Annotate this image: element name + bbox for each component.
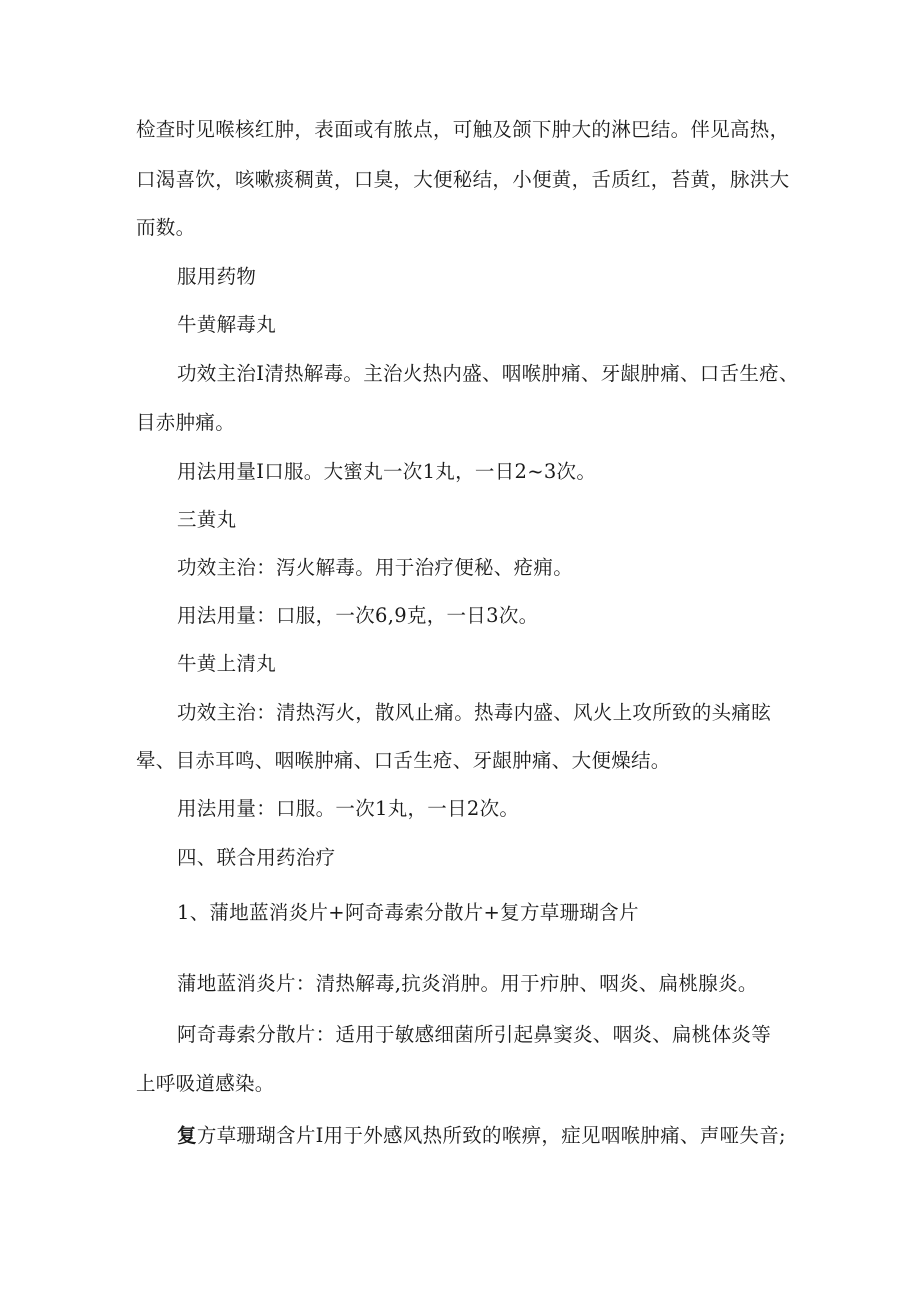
section-heading: 四、联合用药治疗 [177,846,336,869]
paragraph-line: 口渴喜饮，咳嗽痰稠黄，口臭，大便秘结，小便黄，舌质红，苔黄，脉洪大 [136,168,790,191]
paragraph-line: 功效主治I清热解毒。主治火热内盛、咽喉肿痛、牙龈肿痛、口舌生疮、 [177,362,799,385]
paragraph-line: 而数。 [136,216,196,239]
paragraph-line: 目赤肿痛。 [136,411,236,434]
paragraph-line: 用法用量：口服，一次6,9克，一日3次。 [177,604,539,627]
paragraph-line: 蒲地蓝消炎片：清热解毒,抗炎消肿。用于疖肿、咽炎、扁桃腺炎。 [177,972,758,995]
paragraph-line: 检查时见喉核红肿，表面或有脓点，可触及颌下肿大的淋巴结。伴见高热， [136,118,790,141]
paragraph-line: 用法用量：口服。一次1丸，一日2次。 [177,797,520,820]
paragraph-line: 用法用量I口服。大蜜丸一次1丸，一日2~3次。 [177,460,597,483]
paragraph-line: 功效主治：清热泻火，散风止痛。热毒内盛、风火上攻所致的头痛眩 [177,701,772,724]
subsection-heading: 1、蒲地蓝消炎片+阿奇毒索分散片+复方草珊瑚含片 [177,901,639,924]
paragraph-line: 功效主治：泻火解毒。用于治疗便秘、疮痈。 [177,556,574,579]
paragraph-line: 阿奇毒索分散片：适用于敏感细菌所引起鼻窦炎、咽炎、扁桃体炎等 [177,1023,772,1046]
medicine-name: 牛黄解毒丸 [177,313,277,336]
paragraph-line-rest: 方草珊瑚含片I用于外感风热所致的喉痹，症见咽喉肿痛、声哑失音; [196,1124,786,1147]
paragraph-line: 上呼吸道感染。 [136,1072,275,1095]
paragraph-line: 晕、目赤耳鸣、咽喉肿痛、口舌生疮、牙龈肿痛、大便燥结。 [136,749,671,772]
bold-lead-char: 复 [177,1124,197,1147]
medicine-name: 三黄丸 [177,508,237,531]
medicine-name: 牛黄上清丸 [177,652,277,675]
section-heading: 服用药物 [177,265,257,288]
paragraph-line [177,1124,786,1148]
